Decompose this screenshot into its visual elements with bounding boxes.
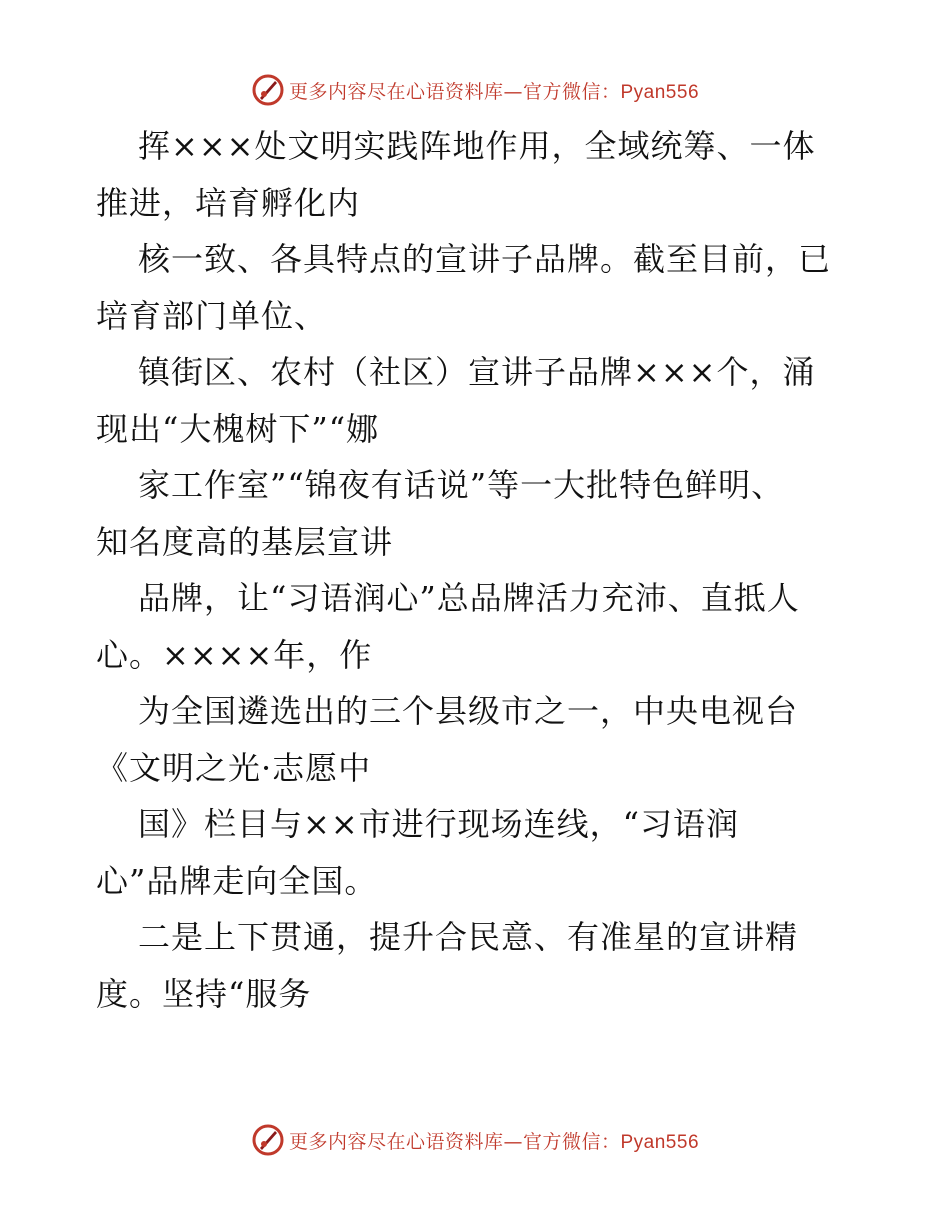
header-banner (289, 77, 699, 104)
body-line: 核一致、各具特点的宣讲子品牌。截至目前，已 (138, 240, 832, 278)
body-line: 品牌，让“习语润心”总品牌活力充沛、直抵人 (138, 579, 800, 617)
page-header (0, 70, 950, 110)
body-line: 二是上下贯通，提升合民意、有准星的宣讲精 (138, 918, 799, 956)
body-line: 国》栏目与××市进行现场连线，“习语润 (138, 805, 739, 843)
body-line: 培育部门单位、 (96, 296, 328, 335)
footer-separator: — (503, 1130, 523, 1153)
quill-logo-icon (251, 1123, 285, 1157)
header-separator: — (503, 80, 523, 103)
body-line: 现出“大槐树下”“娜 (96, 409, 380, 448)
body-line: 镇街区、农村（社区）宣讲子品牌×××个，涌 (138, 353, 816, 391)
body-line: 家工作室”“锦夜有话说”等一大批特色鲜明、 (138, 466, 785, 504)
body-line: 心”品牌走向全国。 (96, 861, 378, 900)
header-brand-text: 更多内容尽在心语资料库 (288, 80, 504, 103)
header-wechat-id: Pyan556 (620, 81, 700, 103)
body-line: 《文明之光·志愿中 (96, 748, 372, 787)
body-line: 心。××××年，作 (96, 635, 373, 674)
body-line: 为全国遴选出的三个县级市之一，中央电视台 (138, 692, 799, 730)
body-line: 挥×××处文明实践阵地作用，全域统筹、一体 (138, 127, 816, 165)
quill-logo-icon (251, 73, 285, 107)
body-line: 推进，培育孵化内 (96, 183, 361, 222)
body-line: 知名度高的基层宣讲 (96, 522, 394, 561)
footer-wechat-id: Pyan556 (620, 1131, 700, 1153)
document-body (96, 118, 856, 1022)
header-official-label: 官方微信： (522, 80, 621, 103)
footer-brand-text: 更多内容尽在心语资料库 (288, 1130, 504, 1153)
footer-official-label: 官方微信： (522, 1130, 621, 1153)
body-line: 度。坚持“服务 (96, 974, 312, 1013)
page-footer (0, 1120, 950, 1160)
footer-banner (289, 1127, 699, 1154)
